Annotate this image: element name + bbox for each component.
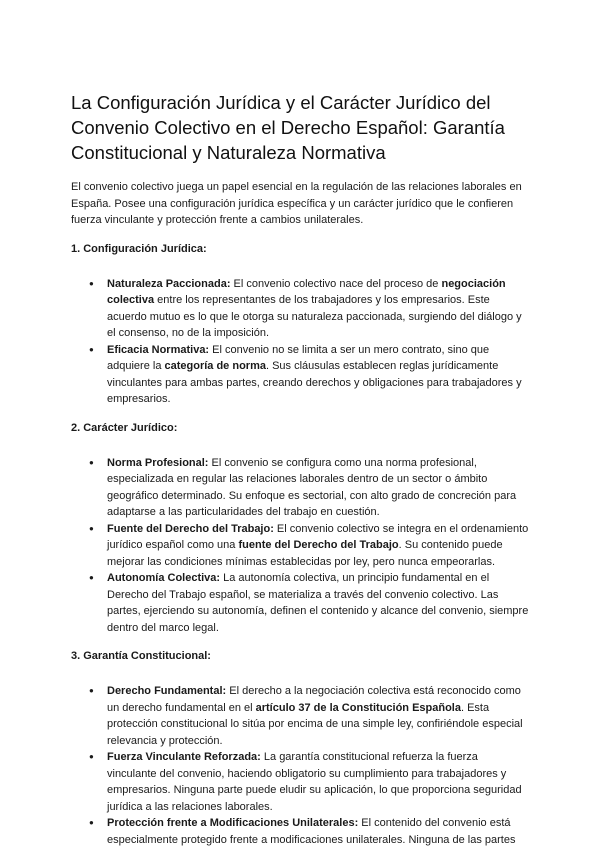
item-emphasis: negociación colectiva — [107, 277, 506, 306]
item-text: El contenido del convenio está especialmente protegido frente a modificaciones unilaterales. Ninguna de las partes — [107, 817, 516, 846]
document-title: La Configuración Jurídica y el Carácter Jurídico del Convenio Colectivo en el Derecho Español: Garantía Constitucional y Naturaleza Normativa — [71, 92, 505, 163]
list-item — [89, 683, 530, 749]
bullet-icon: ● — [89, 523, 94, 533]
item-emphasis: artículo 37 de la Constitución Española — [255, 701, 461, 714]
item-text: La garantía constitucional refuerza la fuerza vinculante del convenio, haciendo obligatorio su cumplimiento para trabajadores y empresarios. Ninguna parte puede eludir su aplicación, lo que proporciona seguridad jurídica a las relaciones laborales. — [107, 751, 522, 813]
bullet-icon: ● — [89, 686, 94, 695]
item-emphasis: categoría de norma — [164, 360, 266, 372]
item-term: Autonomía Colectiva: — [107, 572, 221, 584]
section-heading-garantia: 3. Garantía Constitucional: — [71, 650, 211, 662]
section-list-caracter — [71, 455, 530, 637]
bullet-icon: ● — [89, 278, 94, 288]
section-heading-caracter: 2. Carácter Jurídico: — [71, 421, 178, 434]
section-list-configuracion — [71, 276, 530, 408]
item-term: Naturaleza Paccionada: — [107, 277, 231, 290]
item-text: entre los representantes de los trabajadores y los empresarios. Este acuerdo mutuo es lo que le otorga su naturaleza paccionada, surgiendo del diálogo y el consenso, no de la imposición. — [107, 294, 522, 339]
item-text: La autonomía colectiva, un principio fundamental en el Derecho del Trabajo español, se materializa a través del convenio colectivo. Las partes, ejerciendo su autonomía, definen el contenido y alcance del convenio, siempre dentro del marco legal. — [107, 572, 529, 634]
list-item — [89, 815, 530, 848]
item-term: Eficacia Normativa: — [107, 343, 210, 356]
item-text: El convenio no se limita a ser un mero contrato, sino que adquiere la — [107, 343, 490, 372]
section-list-garantia — [71, 683, 530, 848]
bullet-icon: ● — [89, 573, 94, 582]
bullet-icon: ● — [89, 752, 94, 761]
section-heading-configuracion: 1. Configuración Jurídica: — [71, 242, 207, 255]
list-item — [89, 276, 530, 342]
item-text: El convenio colectivo se integra en el ordenamiento jurídico español como una — [107, 522, 529, 551]
intro-paragraph: El convenio colectivo juega un papel esencial en la regulación de las relaciones laborales en España. Posee una configuración jurídica específica y un carácter jurídico que le confieren fuerza vinculante y protección frente a cambios unilaterales. — [71, 181, 522, 226]
item-term: Fuente del Derecho del Trabajo: — [107, 522, 274, 535]
item-term: Derecho Fundamental: — [107, 685, 227, 697]
item-text: El derecho a la negociación colectiva está reconocido como un derecho fundamental en el — [107, 685, 521, 714]
item-emphasis: fuente del Derecho del Trabajo — [238, 539, 399, 551]
item-text: . Su contenido puede mejorar las condiciones mínimas establecidas por ley, pero nunca empeorarlas. — [107, 539, 503, 568]
list-item — [89, 749, 530, 815]
item-text: El convenio se configura como una norma profesional, especializada en regular las relaciones laborales dentro de un sector o ámbito geográfico determinado. Su enfoque es sectorial, con alto grado de concreción para adaptarse a las particularidades del trabajo en cuestión. — [107, 456, 517, 518]
item-text: El convenio colectivo nace del proceso de — [230, 277, 442, 290]
item-text: . Esta protección constitucional lo sitúa por encima de una simple ley, confiriéndole especial relevancia y protección. — [107, 701, 523, 747]
bullet-icon: ● — [89, 457, 94, 467]
list-item — [89, 455, 530, 521]
item-text: . Sus cláusulas establecen reglas jurídicamente vinculantes para ambas partes, creando derechos y obligaciones para trabajadores y empresarios. — [107, 360, 522, 405]
bullet-icon: ● — [89, 344, 94, 354]
list-item — [89, 570, 530, 636]
item-term: Norma Profesional: — [107, 456, 209, 469]
item-term: Protección frente a Modificaciones Unilaterales: — [107, 817, 359, 829]
list-item — [89, 342, 530, 408]
bullet-icon: ● — [89, 818, 94, 827]
list-item — [89, 521, 530, 571]
item-term: Fuerza Vinculante Reforzada: — [107, 751, 261, 763]
